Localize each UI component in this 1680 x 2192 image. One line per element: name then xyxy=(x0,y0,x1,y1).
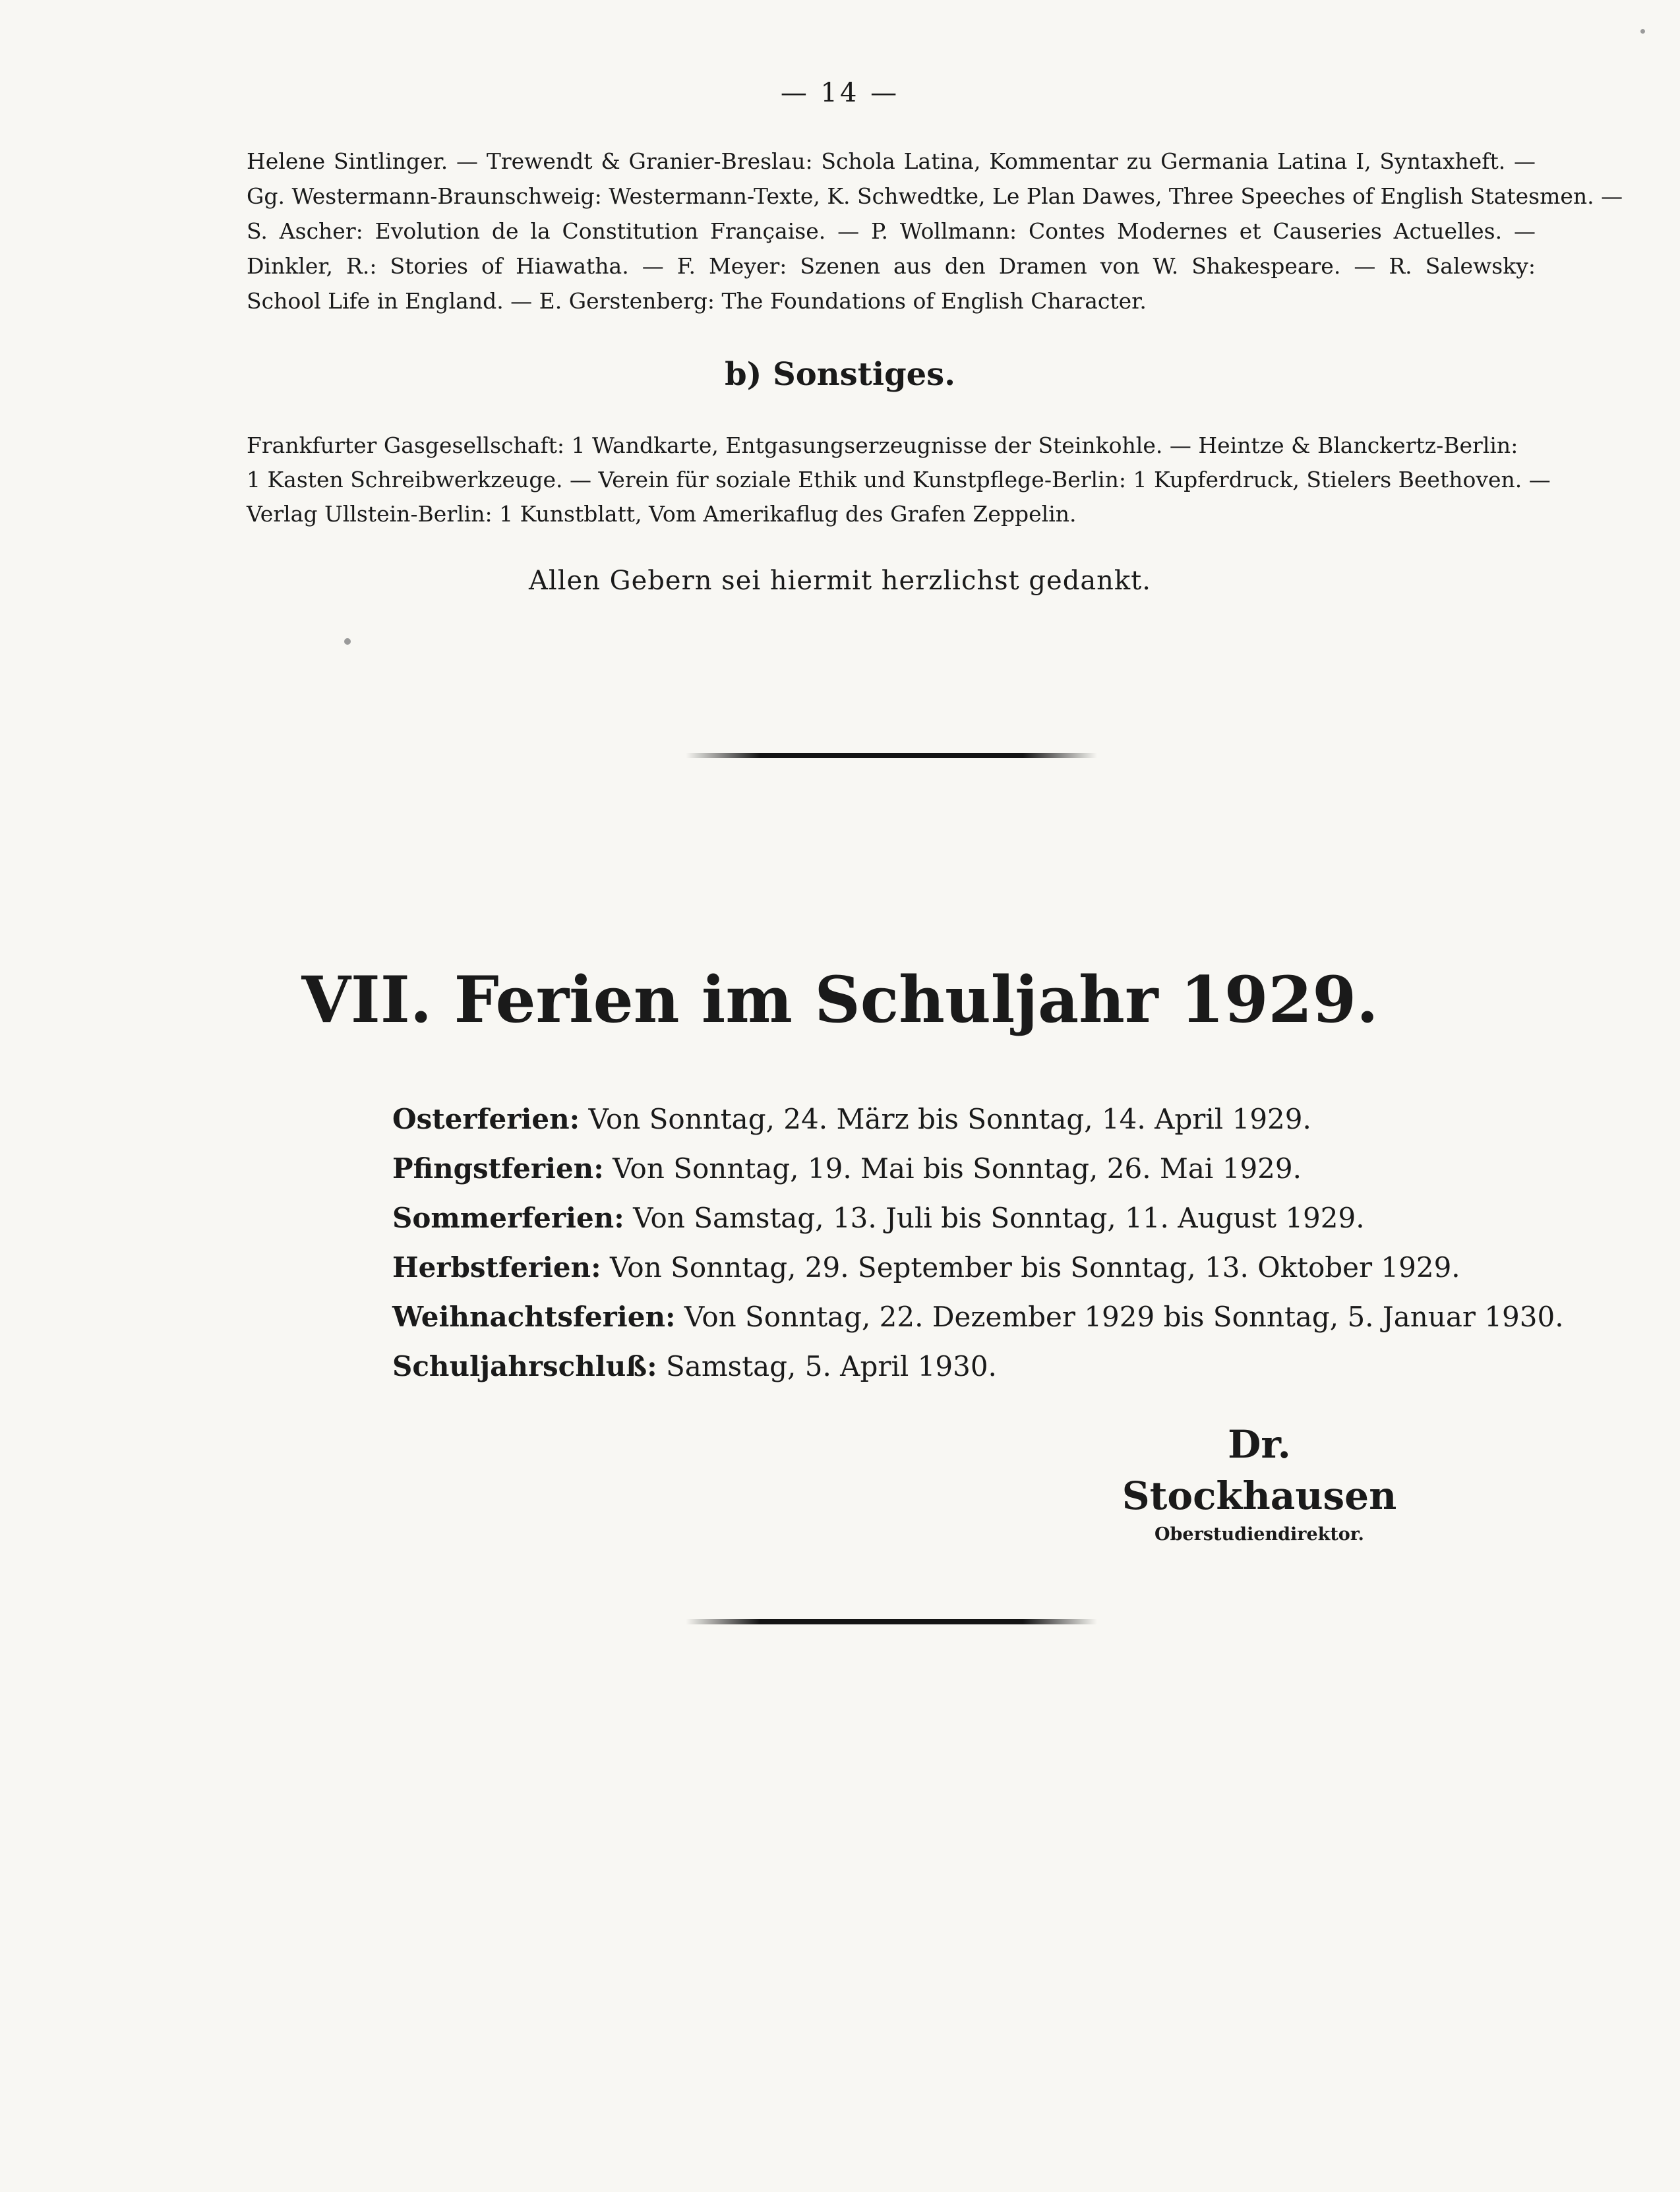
signature-title: Oberstudiendirektor. xyxy=(1155,1524,1364,1545)
holiday-dates: Von Sonntag, 19. Mai bis Sonntag, 26. Mai 1929. xyxy=(613,1152,1302,1185)
donors-line: Dinkler, R.: Stories of Hiawatha. — F. Meyer: Szenen aus den Dramen von W. Shakespeare. — R. Salewsky: xyxy=(247,253,1536,279)
holiday-dates: Von Samstag, 13. Juli bis Sonntag, 11. August 1929. xyxy=(633,1202,1365,1234)
divider-rule xyxy=(686,753,1097,758)
donors-line: S. Ascher: Evolution de la Constitution Française. — P. Wollmann: Contes Modernes et Causeries Actuelles. — xyxy=(247,218,1536,244)
holiday-label: Osterferien: xyxy=(392,1103,580,1135)
section-vii-heading: VII. Ferien im Schuljahr 1929. xyxy=(301,963,1379,1037)
donors-line: School Life in England. — E. Gerstenberg: The Foundations of English Character. xyxy=(247,288,1147,314)
holiday-row-pentecost xyxy=(392,1144,1381,1193)
others-paragraph xyxy=(247,429,1551,531)
section-b-heading: b) Sonstiges. xyxy=(725,356,955,393)
holiday-dates: Samstag, 5. April 1930. xyxy=(666,1350,997,1382)
holiday-dates: Von Sonntag, 24. März bis Sonntag, 14. April 1929. xyxy=(588,1103,1311,1135)
holiday-label: Pfingstferien: xyxy=(392,1152,604,1185)
holiday-dates: Von Sonntag, 29. September bis Sonntag, 13. Oktober 1929. xyxy=(609,1251,1460,1284)
holiday-row-summer xyxy=(392,1193,1381,1243)
holiday-label: Schuljahrschluß: xyxy=(392,1350,657,1382)
paper-speck xyxy=(1640,29,1645,34)
holiday-row-year-end xyxy=(392,1342,1381,1391)
holiday-row-christmas xyxy=(392,1292,1564,1342)
thanks-line: Allen Gebern sei hiermit herzlichst gedankt. xyxy=(529,566,1151,596)
holiday-dates: Von Sonntag, 22. Dezember 1929 bis Sonntag, 5. Januar 1930. xyxy=(684,1301,1564,1333)
divider-rule xyxy=(686,1619,1097,1624)
others-line: Verlag Ullstein-Berlin: 1 Kunstblatt, Vom Amerikaflug des Grafen Zeppelin. xyxy=(247,501,1077,527)
signature-name: Dr. Stockhausen xyxy=(1122,1422,1397,1518)
signature-block xyxy=(1108,1419,1411,1548)
donors-line: Helene Sintlinger. — Trewendt & Granier-Breslau: Schola Latina, Kommentar zu Germania Latina I, Syntaxheft. — xyxy=(247,148,1536,174)
donors-paragraph xyxy=(247,144,1623,318)
holiday-label: Weihnachtsferien: xyxy=(392,1301,676,1333)
others-line: Frankfurter Gasgesellschaft: 1 Wandkarte, Entgasungserzeugnisse der Steinkohle. — Heintze & Blanckertz-Berlin: xyxy=(247,432,1518,458)
donors-line: Gg. Westermann-Braunschweig: Westermann-Texte, K. Schwedtke, Le Plan Dawes, Three Speeches of English Statesmen. — xyxy=(247,183,1623,209)
holiday-row-easter xyxy=(392,1094,1381,1144)
holiday-row-autumn xyxy=(392,1243,1460,1292)
holiday-label: Herbstferien: xyxy=(392,1251,601,1284)
paper-speck xyxy=(344,638,351,645)
holiday-list xyxy=(392,1094,1564,1391)
page-number: — 14 — xyxy=(780,78,900,108)
others-line: 1 Kasten Schreibwerkzeuge. — Verein für soziale Ethik und Kunstpflege-Berlin: 1 Kupferdruck, Stielers Beethoven. — xyxy=(247,467,1551,492)
holiday-label: Sommerferien: xyxy=(392,1202,624,1234)
